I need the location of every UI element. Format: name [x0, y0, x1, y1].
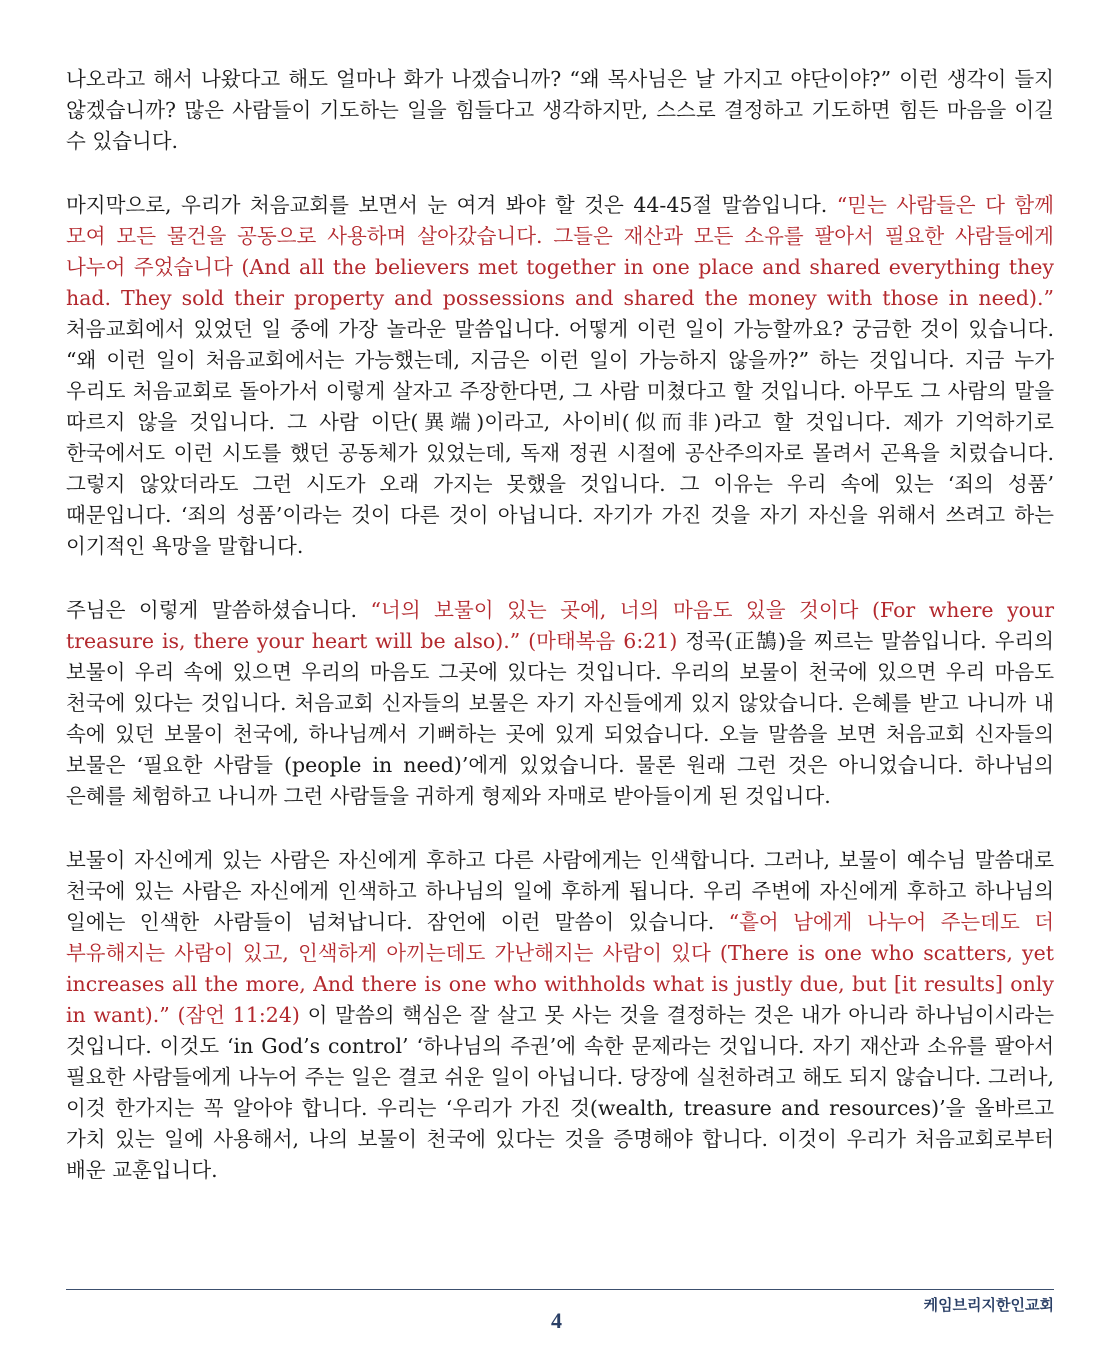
text-run: 처음교회에서 있었던 일 중에 가장 놀라운 말씀입니다. 어떻게 이런 일이 가능할까요? 궁금한 것이 있습니다. “왜 이런 일이 처음교회에서는 가능했는데, 지금은 이런 일이 가능하지 않을까?” 하는 것입니다. 지금 누가 우리도 처음교회로 돌아가서 이렇게 살자고 주장한다면, 그 사람 미쳤다고 할 것입니다. 아무도 그 사람의 말을 따르지 않을 것입니다. 그 사람 이단(異端)이라고, 사이비(似而非)라고 할 것입니다. 제가 기억하기로 한국에서도 이런 시도를 했던 공동체가 있었는데, 독재 정권 시절에 공산주의자로 몰려서 곤욕을 치렀습니다. 그렇지 않았더라도 그런 시도가 오래 가지는 못했을 것입니다. 그 이유는 우리 속에 있는 ‘죄의 성품’ 때문입니다. ‘죄의 성품’이라는 것이 다른 것이 아닙니다. 자기가 가진 것을 자기 자신을 위해서 쓰려고 하는 이기적인 욕망을 말합니다. [66, 317, 1054, 558]
paragraph-3 [66, 595, 1054, 812]
page-number: 4 [551, 1308, 562, 1333]
paragraph-2 [66, 190, 1054, 562]
paragraph-4 [66, 845, 1054, 1186]
scripture-quote-acts: “믿는 사람들은 다 함께 모여 모든 물건을 공동으로 사용하며 살아갔습니다. 그들은 재산과 모든 소유를 팔아서 필요한 사람들에게 나누어 주었습니다 (And all the believers met together in one place and shared everything they had. They sold their property and possessions and shared the money with those in need).” [66, 193, 1054, 310]
text-run: 나오라고 해서 나왔다고 해도 얼마나 화가 나겠습니까? “왜 목사님은 날 가지고 야단이야?” 이런 생각이 들지 않겠습니까? 많은 사람들이 기도하는 일을 힘들다고 생각하지만, 스스로 결정하고 기도하면 힘든 마음을 이길 수 있습니다. [66, 67, 1054, 153]
text-run: 보물이 자신에게 있는 사람은 자신에게 후하고 다른 사람에게는 인색합니다. 그러나, 보물이 예수님 말씀대로 천국에 있는 사람은 자신에게 인색하고 하나님의 일에 후하게 됩니다. 우리 주변에 자신에게 후하고 하나님의 일에는 인색한 사람들이 넘쳐납니다. 잠언에 이런 말씀이 있습니다. [66, 848, 1054, 934]
church-name: 케임브리지한인교회 [923, 1296, 1054, 1314]
text-run: 마지막으로, 우리가 처음교회를 보면서 눈 여겨 봐야 할 것은 44-45절 말씀입니다. [66, 193, 837, 217]
paragraph-1 [66, 64, 1054, 157]
text-run: 주님은 이렇게 말씀하셨습니다. [66, 598, 371, 622]
scripture-quote-matthew: “너의 보물이 있는 곳에, 너의 마음도 있을 것이다 (For where your treasure is, there your heart will be also).” (마태복음 6:21) [66, 598, 1054, 653]
footer-divider [66, 1289, 1054, 1290]
text-run: 이 말씀의 핵심은 잘 살고 못 사는 것을 결정하는 것은 내가 아니라 하나님이시라는 것입니다. 이것도 ‘in God’s control’ ‘하나님의 주권’에 속한 문제라는 것입니다. 자기 재산과 소유를 팔아서 필요한 사람들에게 나누어 주는 일은 결코 쉬운 일이 아닙니다. 당장에 실천하려고 해도 되지 않습니다. 그러나, 이것 한가지는 꼭 알아야 합니다. 우리는 ‘우리가 가진 것(wealth, treasure and resources)’을 올바르고 가치 있는 일에 사용해서, 나의 보물이 천국에 있다는 것을 증명해야 합니다. 이것이 우리가 처음교회로부터 배운 교훈입니다. [66, 1003, 1054, 1182]
scripture-quote-proverbs: “흩어 남에게 나누어 주는데도 더 부유해지는 사람이 있고, 인색하게 아끼는데도 가난해지는 사람이 있다 (There is one who scatters, yet increases all the more, And there is one who withholds what is justly due, but [it results] only in want).” (잠언 11:24) [66, 910, 1054, 1027]
text-run: 정곡(正鵠)을 찌르는 말씀입니다. 우리의 보물이 우리 속에 있으면 우리의 마음도 그곳에 있다는 것입니다. 우리의 보물이 천국에 있으면 우리 마음도 천국에 있다는 것입니다. 처음교회 신자들의 보물은 자기 자신들에게 있지 않았습니다. 은혜를 받고 나니까 내 속에 있던 보물이 천국에, 하나님께서 기뻐하는 곳에 있게 되었습니다. 오늘 말씀을 보면 처음교회 신자들의 보물은 ‘필요한 사람들 (people in need)’에게 있었습니다. 물론 원래 그런 것은 아니었습니다. 하나님의 은혜를 체험하고 나니까 그런 사람들을 귀하게 형제와 자매로 받아들이게 된 것입니다. [66, 629, 1054, 808]
sermon-body [66, 64, 1054, 1219]
